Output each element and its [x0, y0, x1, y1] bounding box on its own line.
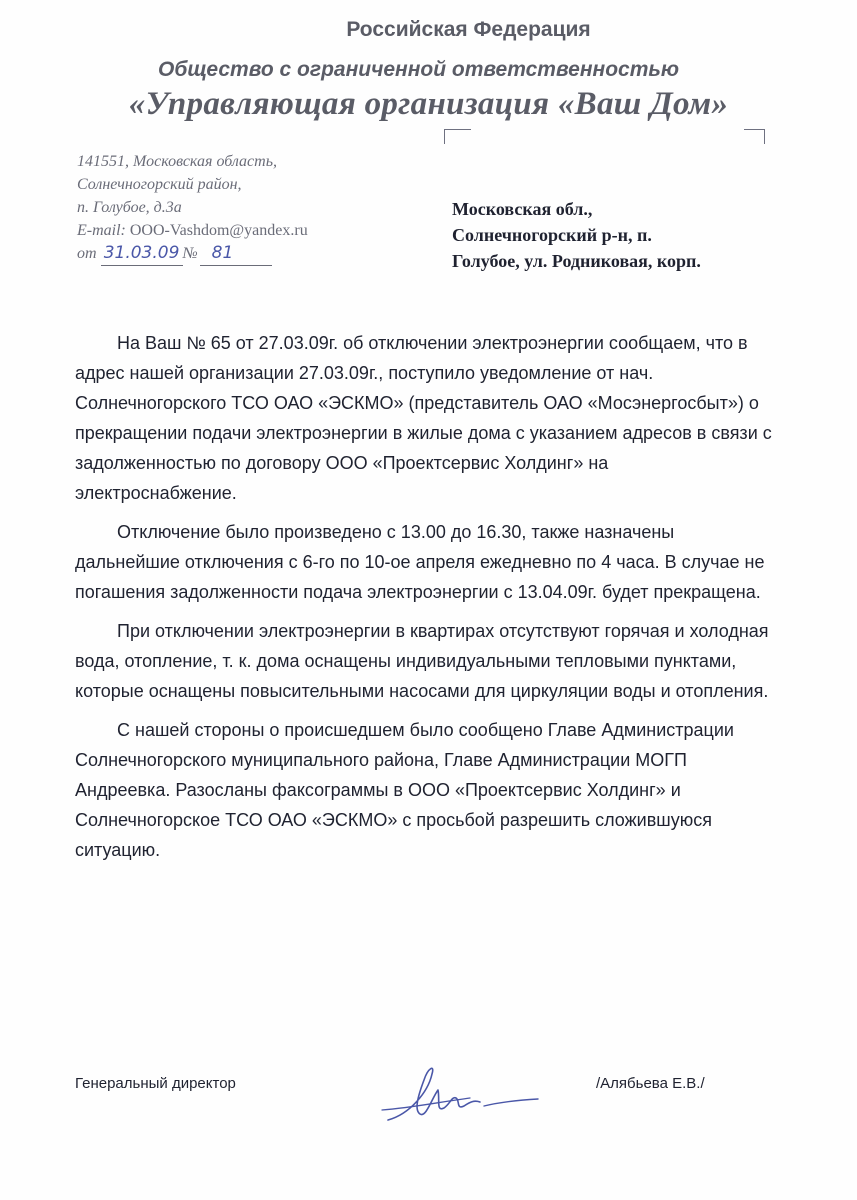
sender-postcode-region: 141551, Московская область, [77, 153, 277, 170]
header-org-type: Общество с ограниченной ответственностью [157, 58, 679, 81]
signatory-title: Генеральный директор [75, 1075, 236, 1092]
number-label: № [182, 245, 198, 262]
body-paragraph: При отключении электроэнергии в квартирах отсутствуют горячая и холодная вода, отопление, т. к. дома оснащены индивидуальными тепловыми пунктами, которые оснащены повысительными насосами для циркуляции воды и отопления. [75, 621, 769, 701]
header-country: Российская Федерация [346, 18, 591, 41]
recipient-line: Московская обл., [452, 199, 593, 219]
address-corner-left [444, 129, 471, 144]
handwritten-number: 81 [200, 242, 272, 266]
letter-body [75, 328, 775, 874]
recipient-line: Солнечногорский р-н, п. [452, 225, 652, 245]
sender-email-line [77, 219, 308, 242]
body-paragraph: На Ваш № 65 от 27.03.09г. об отключении электроэнергии сообщаем, что в адрес нашей организации 27.03.09г., поступило уведомление от нач. Солнечногорского ТСО ОАО «ЭСКМО» (представитель ОАО «Мосэнергосбыт») о прекращении подачи электроэнергии в жилые дома с указанием адресов в связи с задолженностью по договору ООО «Проектсервис Холдинг» на электроснабжение. [75, 333, 772, 503]
email-label: E-mail: [77, 222, 126, 239]
header-org-name: «Управляющая организация «Ваш Дом» [128, 86, 729, 122]
sender-block [77, 150, 308, 266]
email-value: OOO-Vashdom@yandex.ru [129, 222, 308, 239]
from-label: от [77, 245, 97, 262]
sender-district: Солнечногорский район, [77, 176, 242, 193]
body-paragraph: Отключение было произведено с 13.00 до 16.30, также назначены дальнейшие отключения с 6-го по 10-ое апреля ежедневно по 4 часа. В случае не погашения задолженности подача электроэнергии с 13.04.09г. будет прекращена. [75, 522, 765, 602]
recipient-line: Голубое, ул. Родниковая, корп. [452, 251, 701, 271]
signatory-name: /Алябьева Е.В./ [596, 1075, 705, 1092]
handwritten-date: 31.03.09 [101, 242, 183, 266]
sender-date-number-line [77, 242, 308, 266]
recipient-block [452, 196, 701, 274]
body-paragraph: С нашей стороны о происшедшем было сообщено Главе Администрации Солнечногорского муниципального района, Главе Администрации МОГП Андреевка. Разосланы факсограммы в ООО «Проектсервис Холдинг» и Солнечногорское ТСО ОАО «ЭСКМО» с просьбой разрешить сложившуюся ситуацию. [75, 720, 734, 860]
address-corner-right [744, 129, 765, 144]
sender-address: п. Голубое, д.3а [77, 199, 182, 216]
handwritten-signature [380, 1062, 540, 1132]
